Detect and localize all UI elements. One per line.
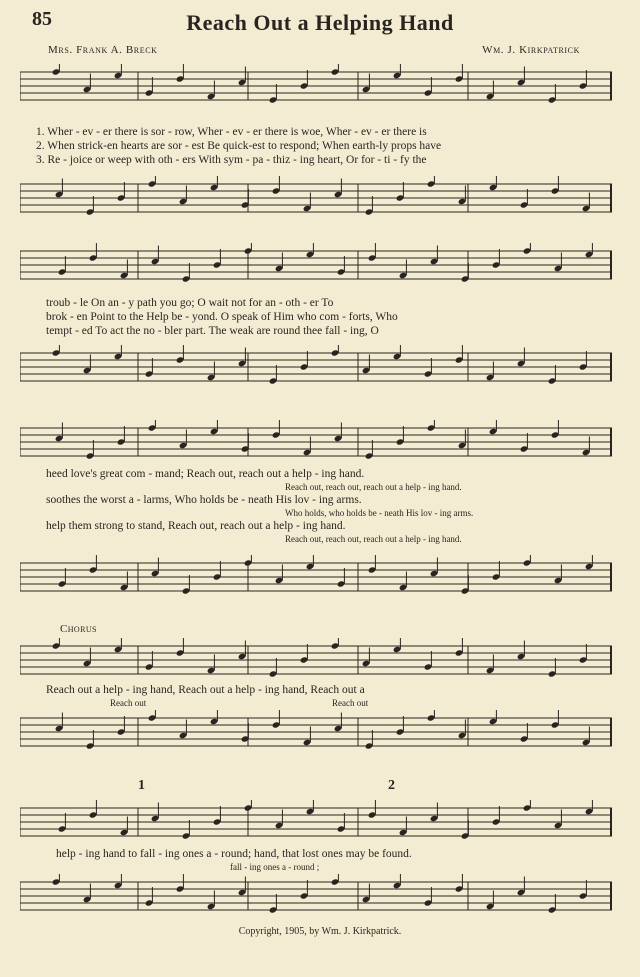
treble-staff-1 xyxy=(20,64,612,110)
lyric-s3-v3: help them strong to stand, Reach out, reach out a help - ing hand. xyxy=(46,520,346,532)
bass-staff-4 xyxy=(20,710,612,756)
first-ending-mark: 1 xyxy=(138,778,145,793)
chorus-label: Chorus xyxy=(60,623,97,635)
bass-staff-2 xyxy=(20,345,612,391)
hymn-title: Reach Out a Helping Hand xyxy=(186,10,454,35)
bass-staff-1 xyxy=(20,176,612,222)
lyric-s3-v1: heed love's great com - mand; Reach out, reach out a help - ing hand. xyxy=(46,468,365,480)
lyric-s1-v1: 1. Wher - ev - er there is sor - row, Wher - ev - er there is woe, Wher - ev - er there is xyxy=(36,126,427,138)
lyric-s3-b2: Who holds, who holds be - neath His lov - ing arms. xyxy=(285,508,474,518)
lyricist-credit: Mrs. Frank A. Breck xyxy=(48,44,158,56)
lyric-chorus-bass-a: Reach out xyxy=(110,698,147,708)
lyric-s2-v1: troub - le On an - y path you go; O wait not for an - oth - er To xyxy=(46,297,334,309)
second-ending-mark: 2 xyxy=(388,778,395,793)
treble-staff-5 xyxy=(20,800,612,846)
copyright-notice: Copyright, 1905, by Wm. J. Kirkpatrick. xyxy=(238,926,402,937)
lyric-s1-v2: 2. When strick-en hearts are sor - est Be quick-est to respond; When earth-ly props have xyxy=(36,140,442,152)
lyric-chorus-bass-b: Reach out xyxy=(332,698,369,708)
lyric-s1-v3: 3. Re - joice or weep with oth - ers With sym - pa - thiz - ing heart, Or for - ti - fy the xyxy=(36,154,427,166)
lyric-s3-b3: Reach out, reach out, reach out a help - ing hand. xyxy=(285,534,462,544)
treble-staff-4 xyxy=(20,638,612,684)
lyric-chorus-2: help - ing hand to fall - ing ones a - round; hand, that lost ones may be found. xyxy=(56,848,412,860)
hymn-number: 85 xyxy=(32,8,52,30)
lyric-s2-v3: tempt - ed To act the no - bler part. The weak are round thee fall - ing, O xyxy=(46,325,379,337)
treble-staff-2 xyxy=(20,243,612,289)
lyric-chorus-1: Reach out a help - ing hand, Reach out a help - ing hand, Reach out a xyxy=(46,684,365,696)
composer-credit: Wm. J. Kirkpatrick xyxy=(482,44,580,56)
lyric-chorus-bass-c: fall - ing ones a - round ; xyxy=(230,862,320,872)
lyric-s3-v2: soothes the worst a - larms, Who holds be - neath His lov - ing arms. xyxy=(46,494,362,506)
lyric-s2-v2: brok - en Point to the Help be - yond. O speak of Him who com - forts, Who xyxy=(46,311,398,323)
treble-staff-3 xyxy=(20,420,612,466)
bass-staff-5 xyxy=(20,874,612,920)
lyric-s3-b1: Reach out, reach out, reach out a help - ing hand. xyxy=(285,482,462,492)
bass-staff-3 xyxy=(20,555,612,601)
